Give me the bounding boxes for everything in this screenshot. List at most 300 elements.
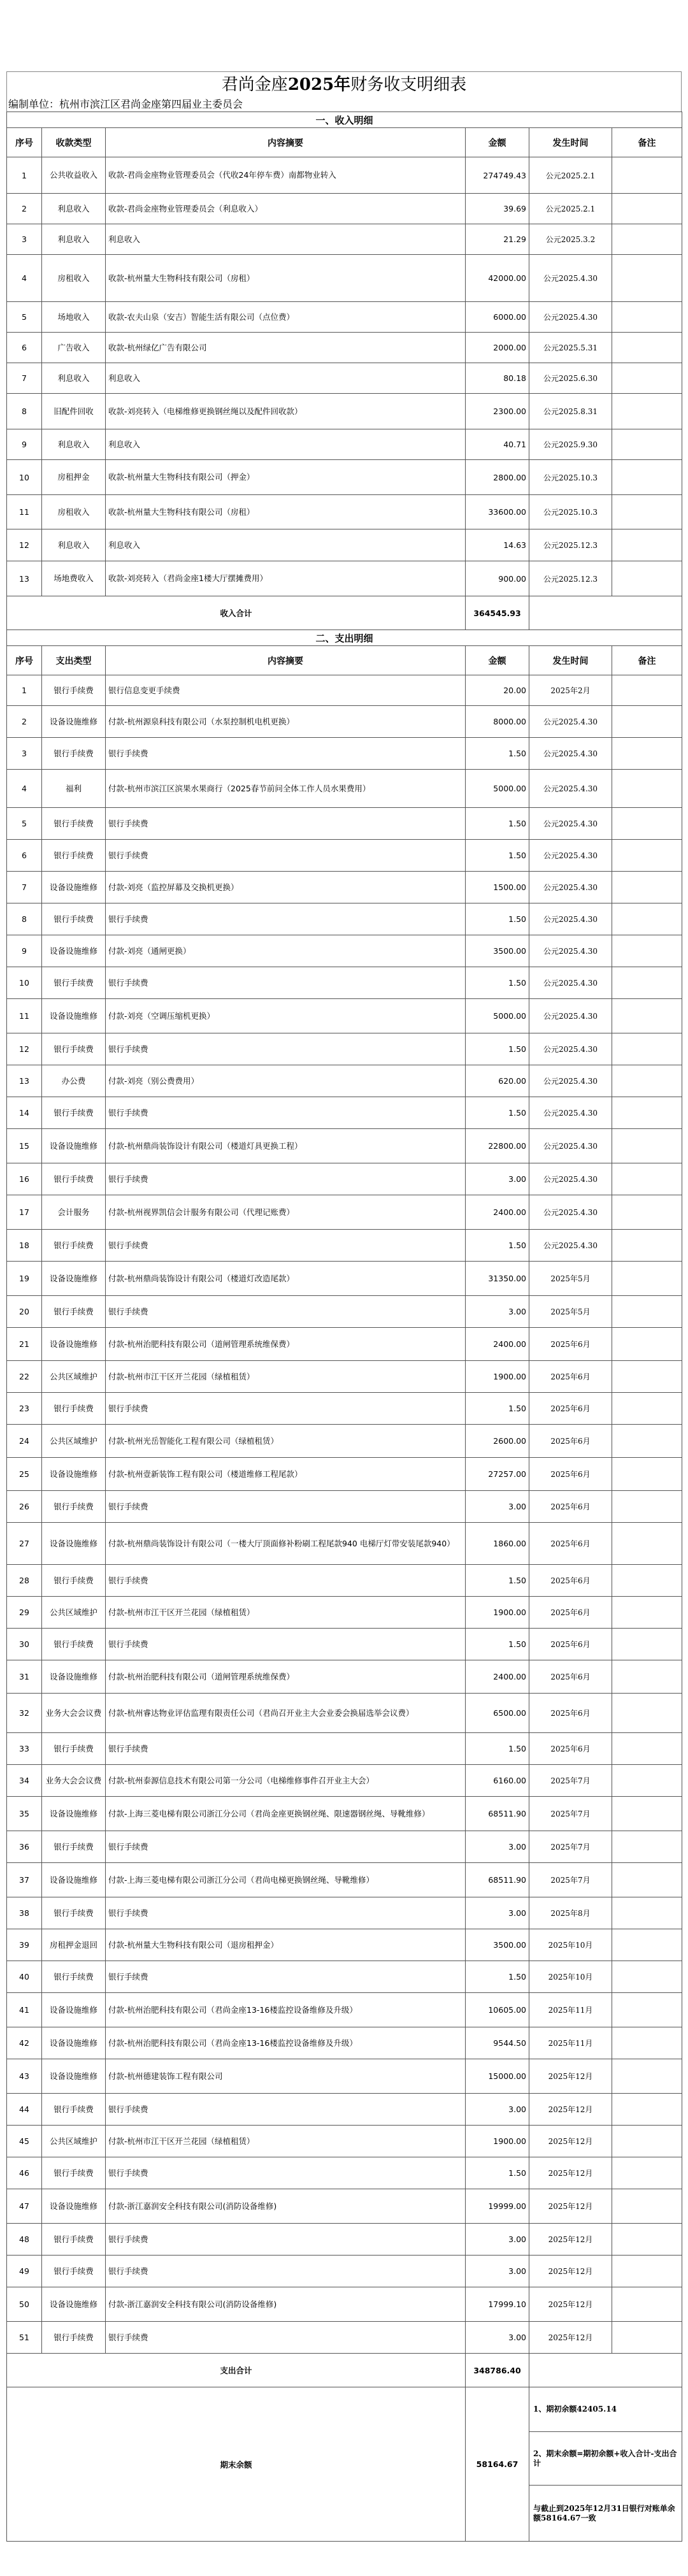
row-summary: 付款-杭州治肥科技有限公司（道闸管理系统维保费） — [106, 1328, 466, 1361]
row-amount: 3.00 — [466, 1296, 529, 1328]
row-date: 2025年6月 — [529, 1660, 612, 1694]
row-date: 2025年6月 — [529, 1425, 612, 1458]
table-row — [7, 770, 682, 808]
row-type: 利息收入 — [42, 529, 106, 561]
row-type: 银行手续费 — [42, 1565, 106, 1597]
row-type: 银行手续费 — [42, 967, 106, 999]
row-summary: 付款-杭州量大生物科技有限公司（退房租押金） — [106, 1929, 466, 1961]
income-header-4: 发生时间 — [529, 128, 612, 157]
row-remark — [612, 1033, 682, 1065]
row-summary: 银行手续费 — [106, 2322, 466, 2354]
row-date: 公元2025.6.30 — [529, 363, 612, 394]
row-remark — [612, 967, 682, 999]
row-amount: 1.50 — [466, 1393, 529, 1425]
row-amount: 1.50 — [466, 2157, 529, 2189]
row-summary: 付款-杭州鼎尚装饰设计有限公司（一楼大厅顶面修补粉刷工程尾款940 电梯厅灯带安装尾款940） — [106, 1523, 466, 1565]
row-amount: 274749.43 — [466, 157, 529, 194]
row-date: 2025年7月 — [529, 1863, 612, 1897]
row-date: 2025年7月 — [529, 1765, 612, 1797]
row-number: 50 — [7, 2287, 42, 2322]
row-remark — [612, 255, 682, 302]
row-amount: 1.50 — [466, 1961, 529, 1993]
row-date: 公元2025.4.30 — [529, 840, 612, 872]
row-amount: 3500.00 — [466, 1929, 529, 1961]
row-date: 2025年8月 — [529, 1897, 612, 1929]
row-date: 公元2025.4.30 — [529, 706, 612, 738]
row-amount: 3.00 — [466, 2256, 529, 2287]
table-row — [7, 1097, 682, 1129]
row-remark — [612, 770, 682, 808]
row-number: 12 — [7, 529, 42, 561]
balance-note: 1、期初余额42405.14 — [529, 2387, 682, 2432]
row-type: 设备设施维修 — [42, 1458, 106, 1491]
row-summary: 付款-杭州鼎尚装饰设计有限公司（楼道灯具更换工程） — [106, 1129, 466, 1163]
row-number: 2 — [7, 706, 42, 738]
row-remark — [612, 1262, 682, 1296]
table-row — [7, 935, 682, 967]
row-type: 银行手续费 — [42, 1831, 106, 1863]
table-row — [7, 1733, 682, 1765]
row-type: 银行手续费 — [42, 2322, 106, 2354]
row-summary: 银行手续费 — [106, 808, 466, 840]
row-summary: 付款-杭州市滨江区滨果水果商行（2025春节前问全体工作人员水果费用） — [106, 770, 466, 808]
row-amount: 9544.50 — [466, 2027, 529, 2059]
row-type: 银行手续费 — [42, 808, 106, 840]
row-number: 8 — [7, 903, 42, 935]
row-type: 公共区域维护 — [42, 2126, 106, 2157]
row-summary: 收款-杭州量大生物科技有限公司（房租） — [106, 255, 466, 302]
row-date: 公元2025.4.30 — [529, 999, 612, 1033]
row-amount: 1.50 — [466, 1629, 529, 1660]
row-date: 公元2025.4.30 — [529, 808, 612, 840]
row-summary: 付款-杭州鼎尚装饰设计有限公司（楼道灯改造尾款） — [106, 1262, 466, 1296]
row-number: 27 — [7, 1523, 42, 1565]
row-remark — [612, 1296, 682, 1328]
table-row — [7, 1262, 682, 1296]
row-date: 2025年12月 — [529, 2287, 612, 2322]
row-type: 银行手续费 — [42, 675, 106, 706]
row-summary: 收款-君尚金座物业管理委员会（代收24年停车费）南都物业转入 — [106, 157, 466, 194]
row-number: 13 — [7, 1065, 42, 1097]
row-date: 2025年2月 — [529, 675, 612, 706]
row-summary: 银行手续费 — [106, 1163, 466, 1195]
row-summary: 银行手续费 — [106, 1565, 466, 1597]
row-remark — [612, 1863, 682, 1897]
row-type: 设备设施维修 — [42, 872, 106, 903]
row-amount: 620.00 — [466, 1065, 529, 1097]
income-total-row — [7, 596, 682, 630]
row-summary: 银行手续费 — [106, 2256, 466, 2287]
row-summary: 付款-杭州源泉科技有限公司（水泵控制机电机更换） — [106, 706, 466, 738]
row-summary: 付款-杭州治肥科技有限公司（君尚金座13-16楼监控设备维修及升级） — [106, 2027, 466, 2059]
row-date: 2025年7月 — [529, 1831, 612, 1863]
row-date: 2025年7月 — [529, 1797, 612, 1831]
row-remark — [612, 2027, 682, 2059]
row-date: 2025年6月 — [529, 1733, 612, 1765]
finance-sheet — [6, 71, 682, 2542]
table-row — [7, 2059, 682, 2094]
row-remark — [612, 460, 682, 495]
row-type: 设备设施维修 — [42, 999, 106, 1033]
expense-header-3: 金额 — [466, 646, 529, 675]
title-prefix: 君尚金座 — [221, 75, 288, 94]
row-remark — [612, 2189, 682, 2224]
row-number: 25 — [7, 1458, 42, 1491]
row-summary: 收款-君尚金座物业管理委员会（利息收入） — [106, 194, 466, 224]
row-summary: 银行手续费 — [106, 2094, 466, 2126]
row-date: 2025年12月 — [529, 2256, 612, 2287]
row-summary: 银行手续费 — [106, 1230, 466, 1262]
row-number: 18 — [7, 1230, 42, 1262]
row-amount: 33600.00 — [466, 495, 529, 529]
row-date: 公元2025.4.30 — [529, 255, 612, 302]
row-summary: 银行手续费 — [106, 1897, 466, 1929]
row-number: 43 — [7, 2059, 42, 2094]
row-amount: 8000.00 — [466, 706, 529, 738]
table-row — [7, 194, 682, 224]
expense-total-value: 348786.40 — [466, 2354, 529, 2387]
row-amount: 21.29 — [466, 224, 529, 255]
row-summary: 付款-杭州壹新装饰工程有限公司（楼道维修工程尾款） — [106, 1458, 466, 1491]
row-summary: 银行手续费 — [106, 1831, 466, 1863]
row-number: 3 — [7, 224, 42, 255]
row-date: 2025年5月 — [529, 1296, 612, 1328]
row-summary: 付款-杭州市江干区开兰花园（绿植租赁） — [106, 1361, 466, 1393]
table-row — [7, 1565, 682, 1597]
row-number: 30 — [7, 1629, 42, 1660]
table-row — [7, 675, 682, 706]
row-type: 利息收入 — [42, 429, 106, 460]
row-type: 设备设施维修 — [42, 1660, 106, 1694]
row-type: 设备设施维修 — [42, 1863, 106, 1897]
row-remark — [612, 1993, 682, 2027]
table-row — [7, 1296, 682, 1328]
income-header-0: 序号 — [7, 128, 42, 157]
row-type: 银行手续费 — [42, 2256, 106, 2287]
table-row — [7, 903, 682, 935]
row-date: 2025年6月 — [529, 1393, 612, 1425]
row-remark — [612, 2322, 682, 2354]
table-row — [7, 394, 682, 429]
row-amount: 40.71 — [466, 429, 529, 460]
row-number: 19 — [7, 1262, 42, 1296]
row-date: 公元2025.4.30 — [529, 967, 612, 999]
row-number: 8 — [7, 394, 42, 429]
row-amount: 2800.00 — [466, 460, 529, 495]
row-remark — [612, 1065, 682, 1097]
table-row — [7, 1831, 682, 1863]
row-summary: 收款-杭州绿亿广告有限公司 — [106, 333, 466, 363]
row-type: 银行手续费 — [42, 1230, 106, 1262]
row-date: 公元2025.2.1 — [529, 194, 612, 224]
table-row — [7, 460, 682, 495]
row-amount: 2400.00 — [466, 1660, 529, 1694]
table-row — [7, 1393, 682, 1425]
row-summary: 付款-杭州治肥科技有限公司（道闸管理系统维保费） — [106, 1660, 466, 1694]
row-type: 设备设施维修 — [42, 2059, 106, 2094]
table-row — [7, 2027, 682, 2059]
row-type: 广告收入 — [42, 333, 106, 363]
row-date: 2025年6月 — [529, 1565, 612, 1597]
row-number: 10 — [7, 967, 42, 999]
row-remark — [612, 2157, 682, 2189]
row-remark — [612, 1328, 682, 1361]
expense-total-row — [7, 2354, 682, 2387]
row-type: 公共区域维护 — [42, 1361, 106, 1393]
row-date: 2025年6月 — [529, 1694, 612, 1733]
table-row — [7, 224, 682, 255]
row-date: 公元2025.4.30 — [529, 738, 612, 770]
income-header-row — [7, 128, 682, 157]
row-remark — [612, 1195, 682, 1230]
row-amount: 3.00 — [466, 2322, 529, 2354]
table-row — [7, 1195, 682, 1230]
expense-section-title — [7, 630, 682, 646]
row-summary: 付款-杭州德建装饰工程有限公司 — [106, 2059, 466, 2094]
balance-row — [7, 2387, 682, 2432]
row-summary: 银行手续费 — [106, 1629, 466, 1660]
row-remark — [612, 2287, 682, 2322]
row-amount: 14.63 — [466, 529, 529, 561]
row-amount: 22800.00 — [466, 1129, 529, 1163]
row-amount: 19999.00 — [466, 2189, 529, 2224]
row-summary: 利息收入 — [106, 529, 466, 561]
row-amount: 5000.00 — [466, 770, 529, 808]
row-type: 银行手续费 — [42, 1393, 106, 1425]
row-date: 2025年6月 — [529, 1523, 612, 1565]
row-number: 28 — [7, 1565, 42, 1597]
row-type: 设备设施维修 — [42, 706, 106, 738]
row-remark — [612, 333, 682, 363]
row-date: 2025年11月 — [529, 1993, 612, 2027]
row-remark — [612, 1660, 682, 1694]
row-date: 2025年12月 — [529, 2322, 612, 2354]
table-row — [7, 1597, 682, 1629]
row-remark — [612, 675, 682, 706]
row-number: 26 — [7, 1491, 42, 1523]
row-number: 31 — [7, 1660, 42, 1694]
row-number: 5 — [7, 808, 42, 840]
row-type: 设备设施维修 — [42, 2189, 106, 2224]
balance-note: 与截止到2025年12月31日银行对账单余额58164.67一致 — [529, 2486, 682, 2542]
row-number: 3 — [7, 738, 42, 770]
table-row — [7, 529, 682, 561]
table-row — [7, 840, 682, 872]
row-remark — [612, 194, 682, 224]
table-row — [7, 2157, 682, 2189]
row-summary: 付款-杭州市江干区开兰花园（绿植租赁） — [106, 1597, 466, 1629]
page-title — [6, 71, 682, 97]
row-summary: 银行手续费 — [106, 967, 466, 999]
row-type: 会计服务 — [42, 1195, 106, 1230]
balance-value: 58164.67 — [466, 2387, 529, 2542]
row-remark — [612, 1961, 682, 1993]
row-number: 35 — [7, 1797, 42, 1831]
row-date: 公元2025.4.30 — [529, 1033, 612, 1065]
row-amount: 1.50 — [466, 1565, 529, 1597]
row-amount: 6160.00 — [466, 1765, 529, 1797]
compiling-unit: 编制单位：杭州市滨江区君尚金座第四届业主委员会 — [6, 97, 682, 112]
row-date: 公元2025.4.30 — [529, 903, 612, 935]
row-number: 34 — [7, 1765, 42, 1797]
row-amount: 3500.00 — [466, 935, 529, 967]
row-number: 6 — [7, 840, 42, 872]
row-number: 49 — [7, 2256, 42, 2287]
row-type: 银行手续费 — [42, 1296, 106, 1328]
row-amount: 6000.00 — [466, 302, 529, 333]
expense-section-title-cell: 二、支出明细 — [7, 630, 682, 646]
row-remark — [612, 999, 682, 1033]
row-remark — [612, 2224, 682, 2256]
table-row — [7, 1491, 682, 1523]
row-summary: 银行手续费 — [106, 1097, 466, 1129]
row-summary: 银行手续费 — [106, 1296, 466, 1328]
row-number: 41 — [7, 1993, 42, 2027]
row-type: 银行手续费 — [42, 1163, 106, 1195]
table-row — [7, 561, 682, 596]
row-remark — [612, 840, 682, 872]
table-row — [7, 999, 682, 1033]
income-section-title-cell: 一、收入明细 — [7, 112, 682, 128]
row-amount: 1.50 — [466, 840, 529, 872]
row-summary: 付款-刘亮（监控屏幕及交换机更换） — [106, 872, 466, 903]
row-remark — [612, 302, 682, 333]
row-type: 办公费 — [42, 1065, 106, 1097]
row-remark — [612, 1491, 682, 1523]
row-remark — [612, 1361, 682, 1393]
row-remark — [612, 1629, 682, 1660]
table-row — [7, 1523, 682, 1565]
table-row — [7, 495, 682, 529]
table-row — [7, 967, 682, 999]
income-header-1: 收款类型 — [42, 128, 106, 157]
row-amount: 1.50 — [466, 808, 529, 840]
row-number: 2 — [7, 194, 42, 224]
row-summary: 付款-刘亮（空调压缩机更换） — [106, 999, 466, 1033]
row-number: 9 — [7, 429, 42, 460]
row-number: 13 — [7, 561, 42, 596]
row-number: 7 — [7, 872, 42, 903]
row-type: 房租押金退回 — [42, 1929, 106, 1961]
row-type: 银行手续费 — [42, 903, 106, 935]
row-remark — [612, 2256, 682, 2287]
row-amount: 1.50 — [466, 1733, 529, 1765]
table-row — [7, 1129, 682, 1163]
row-number: 33 — [7, 1733, 42, 1765]
row-number: 7 — [7, 363, 42, 394]
table-row — [7, 808, 682, 840]
row-amount: 80.18 — [466, 363, 529, 394]
row-number: 47 — [7, 2189, 42, 2224]
row-remark — [612, 561, 682, 596]
table-row — [7, 1863, 682, 1897]
income-section-title — [7, 112, 682, 128]
row-date: 公元2025.12.3 — [529, 529, 612, 561]
table-row — [7, 157, 682, 194]
row-summary: 利息收入 — [106, 363, 466, 394]
expense-total-label: 支出合计 — [7, 2354, 466, 2387]
row-date: 2025年12月 — [529, 2189, 612, 2224]
row-type: 银行手续费 — [42, 1033, 106, 1065]
row-amount: 27257.00 — [466, 1458, 529, 1491]
row-amount: 1900.00 — [466, 2126, 529, 2157]
row-remark — [612, 1097, 682, 1129]
row-number: 1 — [7, 157, 42, 194]
row-amount: 3.00 — [466, 2094, 529, 2126]
row-summary: 银行手续费 — [106, 1033, 466, 1065]
row-number: 11 — [7, 999, 42, 1033]
row-type: 利息收入 — [42, 363, 106, 394]
row-type: 银行手续费 — [42, 2094, 106, 2126]
row-remark — [612, 872, 682, 903]
expense-header-1: 支出类型 — [42, 646, 106, 675]
row-remark — [612, 1129, 682, 1163]
row-summary: 银行手续费 — [106, 840, 466, 872]
row-number: 23 — [7, 1393, 42, 1425]
row-date: 2025年12月 — [529, 2059, 612, 2094]
row-summary: 付款-杭州市江干区开兰花园（绿植租赁） — [106, 2126, 466, 2157]
table-row — [7, 2126, 682, 2157]
row-summary: 收款-杭州量大生物科技有限公司（房租） — [106, 495, 466, 529]
income-total-label: 收入合计 — [7, 596, 466, 630]
income-header-3: 金额 — [466, 128, 529, 157]
row-summary: 付款-上海三菱电梯有限公司浙江分公司（君尚电梯更换钢丝绳、导靴维修） — [106, 1863, 466, 1897]
table-row — [7, 1929, 682, 1961]
row-remark — [612, 429, 682, 460]
expense-header-0: 序号 — [7, 646, 42, 675]
row-summary: 收款-农夫山泉（安吉）智能生活有限公司（点位费） — [106, 302, 466, 333]
row-summary: 收款-刘亮转入（电梯维修更换钢丝绳以及配件回收款） — [106, 394, 466, 429]
table-row — [7, 2322, 682, 2354]
table-row — [7, 1065, 682, 1097]
row-amount: 2300.00 — [466, 394, 529, 429]
row-date: 公元2025.5.31 — [529, 333, 612, 363]
row-type: 设备设施维修 — [42, 1797, 106, 1831]
row-amount: 1900.00 — [466, 1361, 529, 1393]
row-number: 10 — [7, 460, 42, 495]
row-amount: 1.50 — [466, 903, 529, 935]
row-remark — [612, 157, 682, 194]
income-header-2: 内容摘要 — [106, 128, 466, 157]
row-type: 设备设施维修 — [42, 1523, 106, 1565]
row-date: 2025年6月 — [529, 1629, 612, 1660]
row-remark — [612, 495, 682, 529]
row-amount: 5000.00 — [466, 999, 529, 1033]
row-date: 2025年6月 — [529, 1491, 612, 1523]
row-number: 45 — [7, 2126, 42, 2157]
table-row — [7, 363, 682, 394]
table-row — [7, 1230, 682, 1262]
row-number: 46 — [7, 2157, 42, 2189]
row-summary: 付款-刘亮（通闸更换） — [106, 935, 466, 967]
row-type: 房租收入 — [42, 255, 106, 302]
table-row — [7, 2224, 682, 2256]
table-row — [7, 1458, 682, 1491]
row-date: 公元2025.10.3 — [529, 460, 612, 495]
row-number: 22 — [7, 1361, 42, 1393]
table-row — [7, 1765, 682, 1797]
row-number: 20 — [7, 1296, 42, 1328]
row-type: 场地费收入 — [42, 561, 106, 596]
balance-note: 2、期末余额=期初余额+收入合计-支出合计 — [529, 2432, 682, 2486]
row-number: 24 — [7, 1425, 42, 1458]
row-summary: 银行手续费 — [106, 1393, 466, 1425]
row-summary: 付款-杭州视界凯信会计服务有限公司（代理记账费） — [106, 1195, 466, 1230]
table-row — [7, 1328, 682, 1361]
row-type: 公共收益收入 — [42, 157, 106, 194]
row-remark — [612, 808, 682, 840]
row-amount: 2400.00 — [466, 1328, 529, 1361]
